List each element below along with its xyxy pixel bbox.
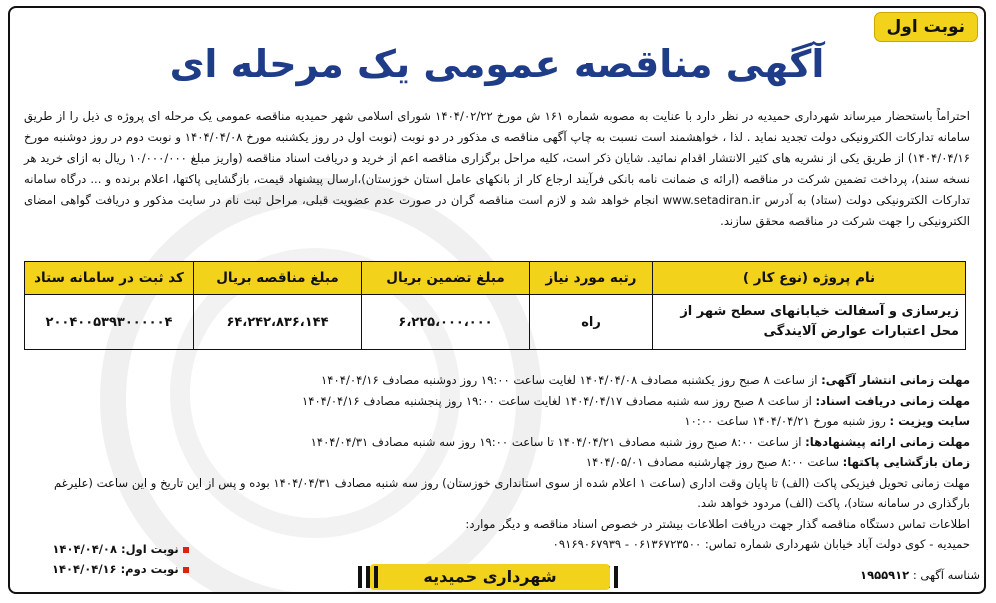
detail-label: مهلت زمانی ارائه پیشنهادها: [805,434,970,449]
ad-frame [8,6,986,594]
detail-line [24,411,970,432]
detail-text: از ساعت ۸ صبح روز یکشنبه مصادف ۱۴۰۴/۰۴/۰۸ لغایت ساعت ۱۹:۰۰ روز دوشنبه مصادف ۱۴۰۴/۰۴/۱۶ [321,373,822,387]
first-publication [52,539,189,559]
detail-label: زمان بازگشایی پاکتها: [842,455,970,469]
cell-code: ۲۰۰۴۰۰۵۳۹۳۰۰۰۰۰۴ [25,295,194,350]
header-amount: مبلغ مناقصه بریال [194,262,362,295]
bars-left-icon [356,566,380,588]
municipality-banner [370,564,610,590]
header-project-name: نام پروژه (نوع کار ) [653,262,966,295]
bullet-icon [183,547,189,553]
detail-text: اطلاعات تماس دستگاه مناقصه گذار جهت دریافت اطلاعات بیشتر در خصوص اسناد مناقصه و دیگر موارد: [465,516,970,531]
bullet-icon [183,567,189,573]
cell-grade: راه [530,295,653,350]
first-publication-text: نوبت اول: ۱۴۰۴/۰۴/۰۸ [52,542,179,556]
table-row [25,295,966,350]
intro-paragraph: احتراماً باستحضار میرساند شهرداری حمیدیه در نظر دارد با عنایت به مصوبه شماره ۱۶۱ ش مورخ ۱۴۰۴/۰۲/۲۲ شورای اسلامی شهر حمیدیه مناقصه عمومی یک مرحله ای پروژه ی ذیل را از طریق سامانه تدارکات الکترونیکی دولت تجدید نماید . لذا ، خواهشمند است نسبت به چاپ آگهی مناقصه ی مذکور در دو نوبت (نوبت اول در روز یکشنبه مورخ ۱۴۰۴/۰۴/۰۸ و نوبت دوم در روز دوشنبه مورخ ۱۴۰۴/۰۴/۱۶) از طریق یکی از نشریه های کثیر الانتشار اقدام نمائید. شایان ذکر است، کلیه مراحل برگزاری مناقصه اعم از خرید و دریافت اسناد مناقصه (واریز مبلغ ۱۰/۰۰۰/۰۰۰ ریال به ازای خرید هر نسخه سند)، پرداخت تضمین شرکت در مناقصه (ارائه ی ضمانت نامه بانکی فرآیند ارجاع کار از بانکهای عامل استان خوزستان)،ارسال پیشنهاد قیمت، بازگشایی پاکتها، اعلام برنده و ... درگاه سامانه تدارکات الکترونیکی دولت (ستاد) به آدرس www.setadiran.ir انجام خواهد شد و لازم است مناقصه گران در صورت عدم عضویت قبلی، مراحل ثبت نام در سایت مذکور و دریافت گواهی امضای الکترونیکی را جهت شرکت در مناقصه محقق سازند. [24,109,971,228]
detail-line [24,391,970,412]
publication-dates [52,539,189,579]
detail-label: سایت ویزیت : [889,414,970,428]
detail-label: مهلت زمانی دریافت اسناد: [815,393,970,408]
header-grade: رتبه مورد نیاز [530,262,653,295]
detail-line [250,534,970,555]
ad-id-value: ۱۹۵۵۹۱۲ [860,568,910,582]
details-list [24,370,970,555]
detail-text: از ساعت ۸ صبح روز سه شنبه مصادف ۱۴۰۴/۰۴/۱۷ لغایت ساعت ۱۹:۰۰ روز پنجشنبه مصادف ۱۴۰۴/۰۴/۱۶ [302,393,816,408]
page-title: آگهی مناقصه عمومی یک مرحله ای [169,42,825,86]
cell-amount: ۶۴،۲۴۲،۸۳۶،۱۴۴ [194,295,362,350]
detail-text: مهلت زمانی تحویل فیزیکی پاکت (الف) تا پایان وقت اداری (ساعت ۱ اعلام شده از سوی استانداری خوزستان) روز سه شنبه مصادف ۱۴۰۴/۰۴/۳۱ بوده و پس از این تاریخ و این ساعت (علیرغم بارگذاری در سامانه ستاد)، پاکت (الف) مردود خواهد شد. [53,475,970,510]
second-publication-text: نوبت دوم: ۱۴۰۴/۰۴/۱۶ [52,562,179,576]
second-publication [52,559,189,579]
detail-line [24,370,970,391]
detail-text: حمیدیه - کوی دولت آباد خیابان شهرداری شماره تماس: ۰۶۱۳۶۷۲۳۵۰۰ - ۰۹۱۶۹۰۶۷۹۳۹ [552,537,970,551]
ad-id [860,568,980,582]
detail-text: از ساعت ۸:۰۰ صبح روز شنبه مصادف ۱۴۰۴/۰۴/۲۱ تا ساعت ۱۹:۰۰ روز سه شنبه مصادف ۱۴۰۴/۰۴/۳۱ [310,434,806,449]
detail-text: روز شنبه مورخ ۱۴۰۴/۰۴/۲۱ ساعت ۱۰:۰۰ [684,414,890,428]
detail-label: مهلت زمانی انتشار آگهی: [821,373,970,387]
publication-badge: نوبت اول [874,12,978,42]
municipality-name: شهرداری حمیدیه [423,567,557,586]
detail-text: ساعت ۸:۰۰ صبح روز چهارشنبه مصادف ۱۴۰۴/۰۵/۰۱ [585,455,843,469]
cell-guarantee: ۶،۲۲۵،۰۰۰،۰۰۰ [362,295,530,350]
ad-id-label: شناسه آگهی : [912,568,980,582]
cell-project-name: زیرسازی و آسفالت خیابانهای سطح شهر از محل اعتبارات عوارض آلایندگی [653,295,966,350]
detail-line [250,514,970,535]
tender-table [24,261,966,350]
header-guarantee: مبلغ تضمین بریال [362,262,530,295]
detail-line [24,473,970,514]
detail-line [24,452,970,473]
header-code: کد ثبت در سامانه ستاد [25,262,194,295]
detail-line [24,432,970,453]
